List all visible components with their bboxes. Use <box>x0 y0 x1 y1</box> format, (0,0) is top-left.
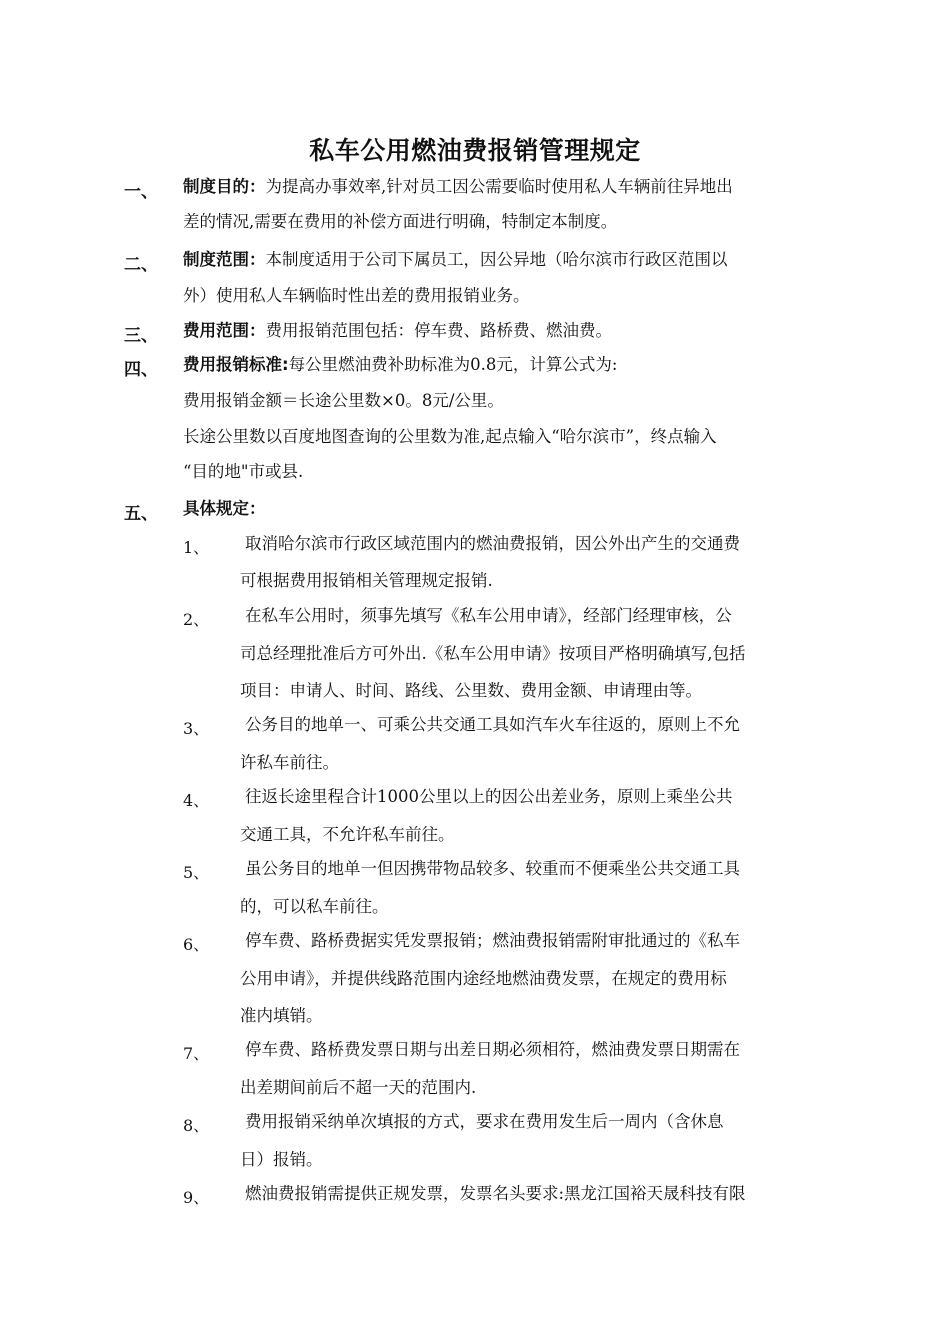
section-lead: 制度范围： <box>183 250 266 269</box>
item-line: 司总经理批准后方可外出.《私车公用申请》按项目严格明确填写,包括 <box>240 644 746 663</box>
item-line: 日）报销。 <box>240 1150 323 1169</box>
section-number: 三、 <box>124 326 158 346</box>
item-number: 3、 <box>183 719 210 738</box>
section-line: “目的地"市或县. <box>183 462 304 481</box>
item-line: 公用申请》，并提供线路范围内途经地燃油费发票，在规定的费用标 <box>240 969 727 988</box>
item-line: 准内填销。 <box>240 1006 323 1025</box>
item-line: 项目：申请人、时间、路线、公里数、费用金额、申请理由等。 <box>240 681 702 700</box>
item-line: 的，可以私车前往。 <box>240 897 389 916</box>
item-line: 公务目的地单一、可乘公共交通工具如汽车火车往返的，原则上不允 <box>245 715 740 734</box>
item-number: 8、 <box>183 1116 210 1135</box>
section-line: 为提高办事效率,针对员工因公需要临时使用私人车辆前往异地出 <box>265 177 733 196</box>
item-line: 停车费、路桥费据实凭发票报销；燃油费报销需附审批通过的《私车 <box>245 931 740 950</box>
section-lead: 制度目的： <box>183 177 266 196</box>
section-text <box>183 320 612 342</box>
section-text <box>183 176 733 198</box>
section-lead: 费用范围： <box>183 321 266 340</box>
section-line: 本制度适用于公司下属员工，因公异地（哈尔滨市行政区范围以 <box>265 250 728 269</box>
document-title: 私车公用燃油费报销管理规定 <box>309 136 641 165</box>
item-number: 1、 <box>183 538 210 557</box>
section-line: 长途公里数以百度地图查询的公里数为准,起点输入“哈尔滨市”，终点输入 <box>183 427 717 446</box>
item-number: 5、 <box>183 863 210 882</box>
item-line: 交通工具，不允许私车前往。 <box>240 825 455 844</box>
item-line: 可根据费用报销相关管理规定报销. <box>240 571 493 590</box>
section-text <box>183 498 266 520</box>
section-number: 五、 <box>124 504 158 524</box>
section-line: 每公里燃油费补助标准为0.8元，计算公式为: <box>288 355 618 374</box>
section-line: 费用报销范围包括：停车费、路桥费、燃油费。 <box>265 321 612 340</box>
item-number: 6、 <box>183 935 210 954</box>
item-number: 4、 <box>183 791 210 810</box>
item-number: 2、 <box>183 610 210 629</box>
section-number: 二、 <box>124 255 158 275</box>
section-line: 外）使用私人车辆临时性出差的费用报销业务。 <box>183 286 530 305</box>
item-line: 燃油费报销需提供正规发票，发票名头要求:黑龙江国裕天晟科技有限 <box>245 1184 746 1203</box>
item-line: 取消哈尔滨市行政区域范围内的燃油费报销，因公外出产生的交通费 <box>245 534 740 553</box>
item-line: 许私车前往。 <box>240 753 339 772</box>
item-line: 出差期间前后不超一天的范围内. <box>240 1078 477 1097</box>
section-text <box>183 249 728 271</box>
item-line: 停车费、路桥费发票日期与出差日期必须相符，燃油费发票日期需在 <box>245 1040 740 1059</box>
section-lead: 费用报销标准: <box>183 355 289 374</box>
item-number: 9、 <box>183 1188 210 1207</box>
section-number: 一、 <box>124 182 158 202</box>
section-text <box>183 354 617 376</box>
section-line: 差的情况,需要在费用的补偿方面进行明确，特制定本制度。 <box>183 212 618 231</box>
item-line: 费用报销采纳单次填报的方式，要求在费用发生后一周内（含休息 <box>245 1112 724 1131</box>
item-line: 虽公务目的地单一但因携带物品较多、较重而不便乘坐公共交通工具 <box>245 859 740 878</box>
section-number: 四、 <box>124 360 158 380</box>
section-lead: 具体规定： <box>183 499 266 518</box>
item-line: 在私车公用时，须事先填写《私车公用申请》，经部门经理审核，公 <box>245 606 732 625</box>
item-line: 往返长途里程合计1000公里以上的因公出差业务，原则上乘坐公共 <box>245 787 733 806</box>
item-number: 7、 <box>183 1044 210 1063</box>
formula-line: 费用报销金额＝长途公里数×0。8元/公里。 <box>183 391 504 410</box>
